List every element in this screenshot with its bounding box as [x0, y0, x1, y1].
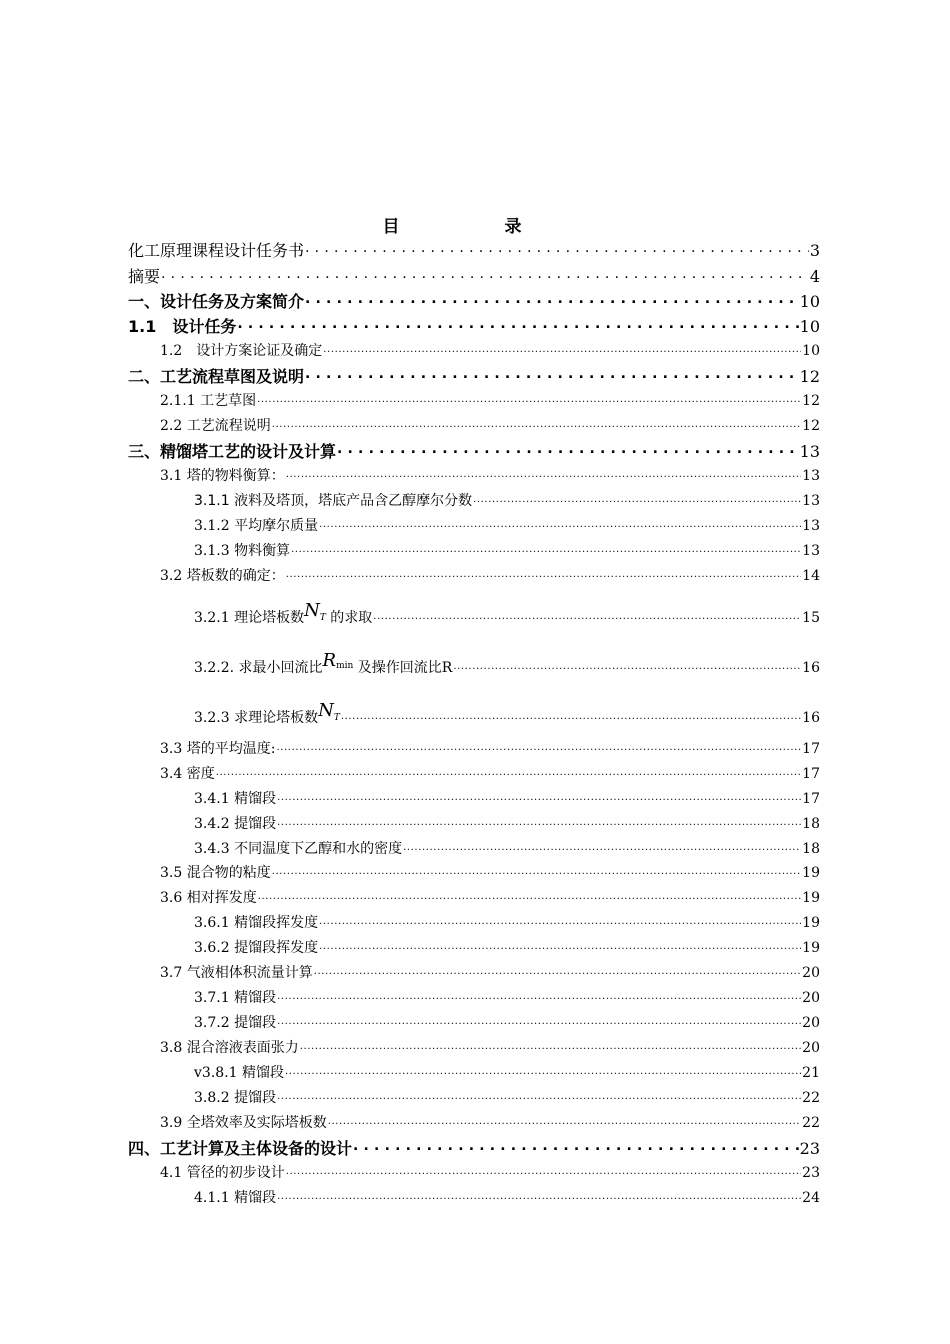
toc-entry-page: 19 — [802, 890, 820, 906]
toc-entry-page: 19 — [802, 865, 820, 881]
toc-entry-label: 化工原理课程设计任务书 — [128, 241, 305, 260]
toc-entry[interactable] — [194, 987, 820, 1009]
toc-entry[interactable] — [160, 415, 820, 437]
toc-entry-page: 18 — [802, 841, 820, 857]
dot-leader — [272, 863, 801, 877]
toc-entry-page: 4 — [809, 267, 820, 286]
toc-entry[interactable] — [194, 788, 820, 810]
toc-entry-page: 13 — [802, 493, 820, 509]
dot-leader — [453, 658, 801, 672]
toc-entry-page: 23 — [799, 1139, 820, 1158]
toc-entry-page: 22 — [802, 1090, 820, 1106]
dot-leader — [291, 541, 801, 555]
toc-entry-label: 3.7.2 提馏段 — [194, 1015, 277, 1031]
dot-leader — [285, 1063, 801, 1077]
toc-entry[interactable] — [160, 738, 820, 760]
toc-entry-page: 20 — [802, 1040, 820, 1056]
math-subscript: min — [336, 661, 354, 671]
toc-entry[interactable] — [160, 390, 820, 412]
toc-entry[interactable] — [128, 238, 820, 262]
toc-entry-label: 3.9 全塔效率及实际塔板数 — [160, 1115, 327, 1131]
toc-entry-label: 四、工艺计算及主体设备的设计 — [128, 1139, 353, 1158]
toc-entry-page: 20 — [802, 965, 820, 981]
toc-entry[interactable] — [194, 912, 820, 934]
toc-entry-page: 15 — [802, 610, 820, 626]
toc-entry-label: 二、工艺流程草图及说明 — [128, 367, 305, 386]
toc-entry-label: 4.1.1 精馏段 — [194, 1190, 277, 1206]
toc-entry-label: 三、精馏塔工艺的设计及计算 — [128, 442, 337, 461]
toc-entry-label: 3.5 混合物的粘度 — [160, 865, 271, 881]
toc-entry[interactable] — [160, 340, 820, 362]
dot-leader — [272, 416, 801, 430]
dot-leader — [319, 516, 801, 530]
toc-entry-label: 3.6.2 提馏段挥发度 — [194, 940, 319, 956]
toc-entry-page: 10 — [802, 343, 820, 359]
toc-entry[interactable] — [194, 1087, 820, 1109]
dot-leader — [305, 293, 799, 307]
toc-entry-page: 17 — [802, 741, 820, 757]
toc-entry-label: 3.4.1 精馏段 — [194, 791, 277, 807]
dot-leader — [473, 491, 801, 505]
toc-entry-page: 23 — [802, 1165, 820, 1181]
toc-entry[interactable] — [194, 813, 820, 835]
toc-entry-page: 18 — [802, 816, 820, 832]
toc-entry[interactable] — [194, 600, 820, 632]
toc-entry-label: 3.4.3 不同温度下乙醇和水的密度 — [194, 841, 403, 857]
toc-entry[interactable] — [194, 937, 820, 959]
toc-entry-label: 3.1.3 物料衡算 — [194, 543, 291, 559]
toc-entry-page: 20 — [802, 990, 820, 1006]
toc-entry[interactable] — [160, 465, 820, 487]
dot-leader — [216, 764, 801, 778]
toc-entry[interactable] — [128, 289, 820, 313]
toc-entry-page: 17 — [802, 766, 820, 782]
dot-leader — [323, 341, 801, 355]
toc-entry-page: 16 — [802, 660, 820, 676]
toc-entry-page: 24 — [802, 1190, 820, 1206]
dot-leader — [305, 368, 799, 382]
toc-entry-label: 3.1.2 平均摩尔质量 — [194, 518, 319, 534]
toc-entry-label: 3.7 气液相体积流量计算 — [160, 965, 313, 981]
toc-entry-page: 13 — [802, 543, 820, 559]
dot-leader — [337, 443, 799, 457]
toc-entry[interactable] — [160, 763, 820, 785]
dot-leader — [277, 1088, 801, 1102]
toc-entry-label: 3.3 塔的平均温度: — [160, 741, 276, 757]
dot-leader — [277, 1013, 801, 1027]
toc-entry-label: 2.1.1 工艺草图 — [160, 393, 257, 409]
toc-entry-label: 3.6.1 精馏段挥发度 — [194, 915, 319, 931]
dot-leader — [319, 938, 801, 952]
toc-entry-label: 2.2 工艺流程说明 — [160, 418, 271, 434]
dot-leader — [286, 466, 801, 480]
toc-entry[interactable] — [128, 1136, 820, 1160]
dot-leader — [277, 1188, 801, 1202]
toc-entry-page: 10 — [799, 292, 820, 311]
toc-entry[interactable] — [160, 1162, 820, 1184]
toc-entry-page: 19 — [802, 940, 820, 956]
dot-leader — [161, 268, 809, 282]
toc-entry-label: 3.1 塔的物料衡算： — [160, 468, 285, 484]
math-symbol: R — [322, 650, 337, 671]
dot-leader — [314, 963, 801, 977]
math-subscript: T — [319, 613, 326, 623]
toc-entry-label: v3.8.1 精馏段 — [194, 1065, 284, 1081]
dot-leader — [277, 789, 801, 803]
toc-entry-label: 3.2.1 理论塔板数NT 的求取 — [194, 600, 373, 626]
toc-entry-page: 13 — [799, 442, 820, 461]
toc-entry[interactable] — [194, 1062, 820, 1084]
dot-leader — [277, 988, 801, 1002]
toc-entry-page: 13 — [802, 468, 820, 484]
toc-entry-page: 17 — [802, 791, 820, 807]
toc-entry-label: 3.2 塔板数的确定： — [160, 568, 285, 584]
dot-leader — [277, 814, 801, 828]
dot-leader — [305, 242, 809, 256]
dot-leader — [319, 913, 801, 927]
toc-entry-label: 3.7.1 精馏段 — [194, 990, 277, 1006]
toc-entry-page: 10 — [799, 317, 820, 336]
toc-entry-page: 19 — [802, 915, 820, 931]
toc-entry-page: 16 — [802, 710, 820, 726]
toc-title: 目 录 — [382, 217, 566, 237]
toc-entry[interactable] — [194, 540, 820, 562]
toc-entry-label: 3.8.2 提馏段 — [194, 1090, 277, 1106]
toc-entry-label: 3.2.2. 求最小回流比$R^{min}$ 及操作回流比R — [194, 650, 453, 676]
toc-entry[interactable] — [194, 650, 820, 682]
toc-entry[interactable] — [128, 364, 820, 388]
toc-entry[interactable] — [160, 1112, 820, 1134]
toc-entry-label: 1.2 设计方案论证及确定 — [160, 343, 323, 359]
math-symbol: N — [318, 700, 334, 721]
dot-leader — [286, 566, 801, 580]
toc-entry-page: 13 — [802, 518, 820, 534]
toc-entry-page: 22 — [802, 1115, 820, 1131]
toc-entry[interactable] — [194, 700, 820, 732]
toc-entry[interactable] — [160, 565, 820, 587]
dot-leader — [258, 888, 801, 902]
toc-entry-page: 12 — [802, 393, 820, 409]
toc-entry[interactable] — [128, 264, 820, 288]
dot-leader — [403, 839, 801, 853]
toc-entry[interactable] — [194, 1187, 820, 1209]
toc-entry-label: 3.2.3 求理论塔板数NT — [194, 700, 340, 726]
toc-entry[interactable] — [194, 515, 820, 537]
toc-entry-label: 4.1 管径的初步设计 — [160, 1165, 285, 1181]
toc-entry-page: 12 — [802, 418, 820, 434]
toc-entry-label: 摘要 — [128, 267, 161, 286]
toc-entry-label: 3.6 相对挥发度 — [160, 890, 257, 906]
toc-entry[interactable] — [160, 962, 820, 984]
toc-entry-label: 1.1 设计任务 — [128, 317, 237, 336]
dot-leader — [257, 391, 801, 405]
dot-leader — [286, 1163, 801, 1177]
toc-entry[interactable] — [128, 314, 820, 338]
dot-leader — [237, 318, 798, 332]
toc-entry[interactable] — [194, 490, 820, 512]
math-symbol: N — [304, 600, 320, 621]
dot-leader — [373, 608, 801, 622]
toc-entry-label: 3.1.1 液料及塔顶，塔底产品含乙醇摩尔分数 — [194, 493, 473, 509]
toc-entry-page: 12 — [799, 367, 820, 386]
toc-entry-label: 3.8 混合溶液表面张力 — [160, 1040, 299, 1056]
toc-entry-label: 3.4 密度 — [160, 766, 215, 782]
toc-entry[interactable] — [194, 1012, 820, 1034]
toc-entry[interactable] — [128, 439, 820, 463]
toc-entry-page: 14 — [802, 568, 820, 584]
toc-entry[interactable] — [160, 887, 820, 909]
toc-entry-page: 3 — [809, 241, 820, 260]
dot-leader — [276, 739, 801, 753]
toc-entry-label: 3.4.2 提馏段 — [194, 816, 277, 832]
toc-entry[interactable] — [194, 838, 820, 860]
dot-leader — [300, 1038, 801, 1052]
toc-entry-label: 一、设计任务及方案简介 — [128, 292, 305, 311]
dot-leader — [353, 1140, 799, 1154]
toc-entry[interactable] — [160, 862, 820, 884]
math-subscript: T — [333, 713, 340, 723]
toc-entry[interactable] — [160, 1037, 820, 1059]
toc-entry-page: 20 — [802, 1015, 820, 1031]
dot-leader — [341, 708, 801, 722]
dot-leader — [328, 1113, 801, 1127]
toc-entry-page: 21 — [802, 1065, 820, 1081]
